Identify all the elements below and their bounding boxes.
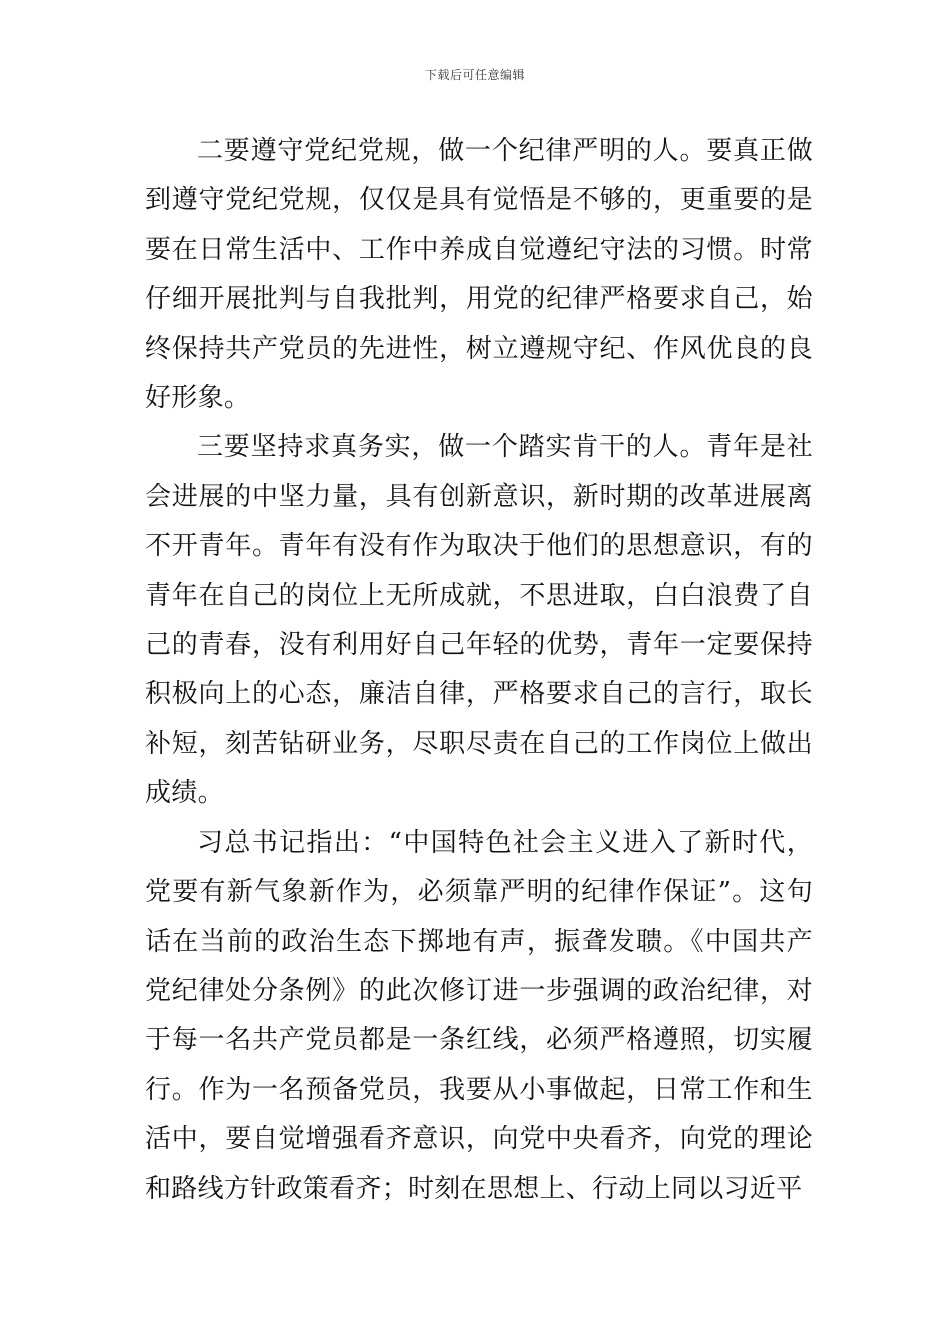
paragraph-quote: 习总书记指出：“中国特色社会主义进入了新时代，党要有新气象新作为，必须靠严明的纪律作保证”。这句话在当前的政治生态下掷地有声，振聋发聩。《中国共产党纪律处分条例》的此次修订进一步强调的政治纪律，对于每一名共产党员都是一条红线，必须严格遵照，切实履行。作为一名预备党员，我要从小事做起，日常工作和生活中，要自觉增强看齐意识，向党中央看齐，向党的理论和路线方针政策看齐；时刻在思想上、行动上同以习近平 <box>145 827 813 1204</box>
paragraph-pragmatism: 三要坚持求真务实，做一个踏实肯干的人。青年是社会进展的中坚力量，具有创新意识，新时期的改革进展离不开青年。青年有没有作为取决于他们的思想意识，有的青年在自己的岗位上无所成就，不思进取，白白浪费了自己的青春，没有利用好自己年轻的优势，青年一定要保持积极向上的心态，廉洁自律，严格要求自己的言行，取长补短，刻苦钻研业务，尽职尽责在自己的工作岗位上做出成绩。 <box>145 432 813 809</box>
header-note: 下载后可任意编辑 <box>424 68 525 82</box>
document-body <box>145 127 813 1214</box>
paragraph-discipline: 二要遵守党纪党规，做一个纪律严明的人。要真正做到遵守党纪党规，仅仅是具有觉悟是不够的，更重要的是要在日常生活中、工作中养成自觉遵纪守法的习惯。时常仔细开展批判与自我批判，用党的纪律严格要求自己，始终保持共产党员的先进性，树立遵规守纪、作风优良的良好形象。 <box>145 136 813 414</box>
